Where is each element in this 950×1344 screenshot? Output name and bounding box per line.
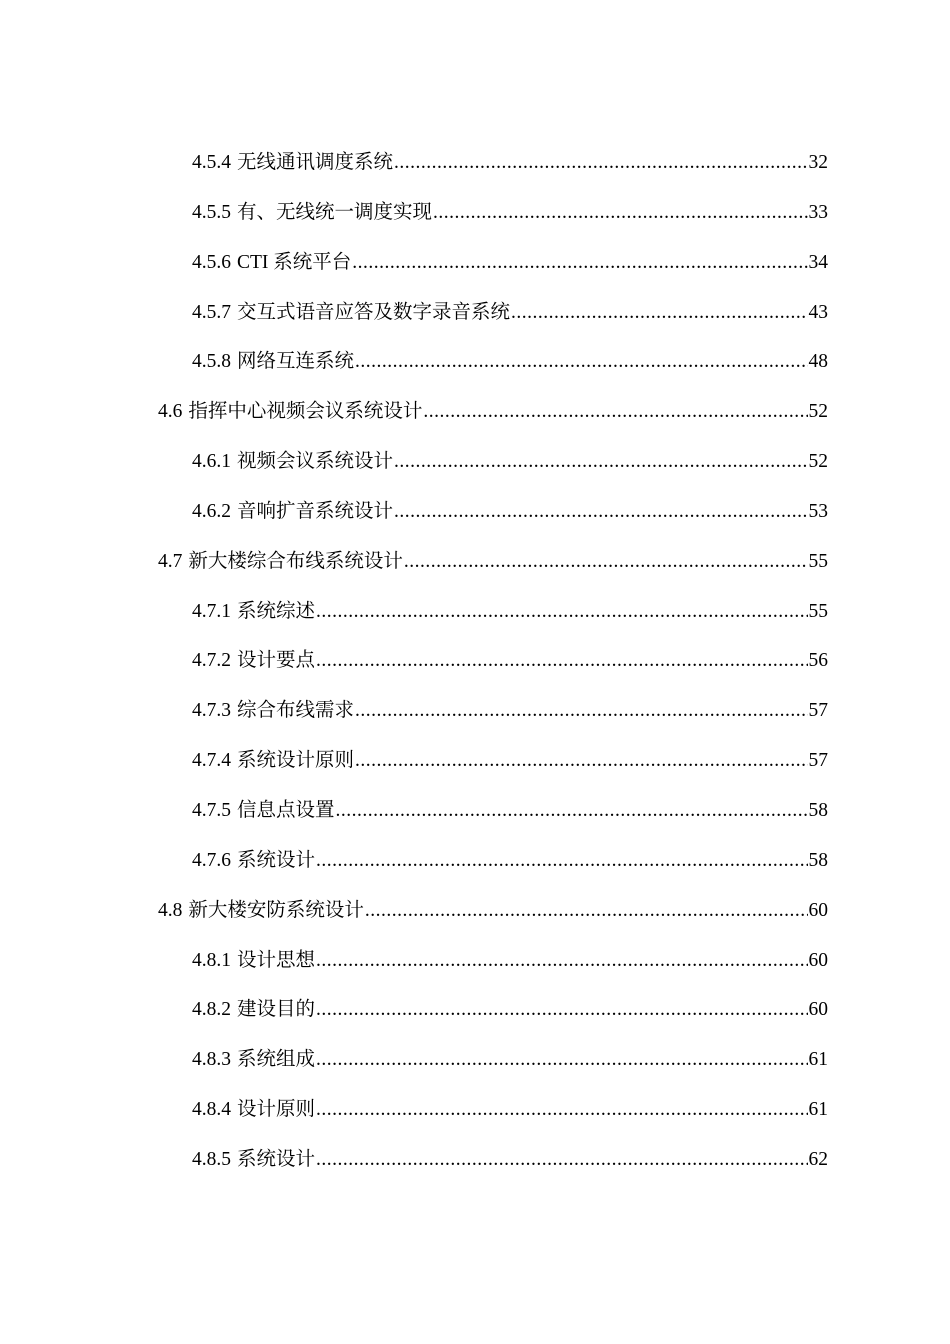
- toc-dot-leader: [404, 537, 808, 587]
- toc-dot-leader: [316, 985, 807, 1035]
- toc-entry-title: 建设目的: [237, 999, 316, 1021]
- toc-dot-leader: [316, 836, 807, 886]
- toc-entry-title: 系统设计原则: [237, 750, 355, 772]
- toc-entry-page: 48: [808, 351, 828, 373]
- toc-entry-page: 56: [808, 650, 828, 672]
- toc-entry-page: 32: [808, 152, 828, 173]
- toc-entry[interactable]: [0, 686, 950, 736]
- toc-entry-page: 57: [808, 700, 828, 722]
- toc-entry-title: 系统设计: [237, 1148, 316, 1170]
- toc-entry-page: 60: [808, 949, 828, 971]
- toc-entry-title: 交互式语音应答及数字录音系统: [237, 301, 511, 323]
- toc-entry-page: 58: [808, 849, 828, 871]
- toc-entry-page: 52: [808, 451, 828, 473]
- table-of-contents: [0, 138, 950, 1185]
- toc-entry-title: 设计思想: [237, 949, 316, 971]
- toc-entry-number: 4.7.6: [192, 849, 231, 871]
- toc-entry-number: 4.7.1: [192, 600, 231, 622]
- toc-dot-leader: [394, 487, 807, 537]
- toc-entry-page: 33: [808, 201, 828, 223]
- toc-entry[interactable]: [0, 985, 950, 1035]
- toc-entry-page: 61: [808, 1099, 828, 1121]
- toc-entry-title: 设计要点: [237, 650, 316, 672]
- toc-entry-page: 60: [808, 899, 828, 921]
- toc-dot-leader: [316, 636, 807, 686]
- toc-dot-leader: [316, 1035, 807, 1085]
- toc-entry-number: 4.7.4: [192, 750, 231, 772]
- toc-entry-number: 4.7.5: [192, 799, 231, 821]
- toc-entry-page: 43: [808, 301, 828, 323]
- toc-entry[interactable]: [0, 1035, 950, 1085]
- toc-entry-title: 新大楼综合布线系统设计: [188, 550, 403, 572]
- toc-entry-page: 55: [808, 600, 828, 622]
- toc-dot-leader: [394, 138, 807, 188]
- toc-entry-number: 4.6: [158, 401, 183, 423]
- toc-dot-leader: [336, 786, 808, 836]
- toc-entry-page: 55: [808, 550, 828, 572]
- toc-entry-title: CTI 系统平台: [237, 251, 352, 273]
- toc-entry[interactable]: [0, 138, 950, 188]
- toc-dot-leader: [352, 238, 807, 288]
- toc-entry-page: 34: [808, 251, 828, 273]
- toc-entry[interactable]: [0, 337, 950, 387]
- toc-entry[interactable]: [0, 936, 950, 986]
- toc-entry-title: 无线通讯调度系统: [237, 152, 394, 173]
- toc-entry[interactable]: [0, 537, 950, 587]
- toc-entry-title: 有、无线统一调度实现: [237, 201, 433, 223]
- toc-entry-page: 52: [808, 401, 828, 423]
- toc-entry-title: 网络互连系统: [237, 351, 355, 373]
- toc-dot-leader: [355, 337, 807, 387]
- toc-entry-page: 57: [808, 750, 828, 772]
- toc-dot-leader: [394, 437, 807, 487]
- toc-entry-title: 音响扩音系统设计: [237, 500, 394, 522]
- toc-entry-number: 4.6.2: [192, 500, 231, 522]
- toc-entry[interactable]: [0, 886, 950, 936]
- toc-entry-number: 4.7.3: [192, 700, 231, 722]
- toc-entry-title: 指挥中心视频会议系统设计: [188, 401, 423, 423]
- toc-entry[interactable]: [0, 786, 950, 836]
- toc-entry-number: 4.5.7: [192, 301, 231, 323]
- toc-entry-number: 4.8.1: [192, 949, 231, 971]
- toc-entry-page: 60: [808, 999, 828, 1021]
- toc-dot-leader: [355, 686, 807, 736]
- toc-entry[interactable]: [0, 1135, 950, 1185]
- toc-entry[interactable]: [0, 1085, 950, 1135]
- toc-entry-title: 设计原则: [237, 1099, 316, 1121]
- toc-dot-leader: [511, 288, 807, 338]
- toc-dot-leader: [423, 387, 807, 437]
- toc-dot-leader: [316, 587, 807, 637]
- toc-entry-number: 4.5.5: [192, 201, 231, 223]
- toc-entry-number: 4.5.4: [192, 152, 231, 173]
- toc-entry-title: 系统组成: [237, 1049, 316, 1071]
- toc-dot-leader: [433, 188, 807, 238]
- toc-entry-number: 4.5.8: [192, 351, 231, 373]
- toc-entry-number: 4.7: [158, 550, 183, 572]
- toc-entry-number: 4.8.4: [192, 1099, 231, 1121]
- toc-entry[interactable]: [0, 587, 950, 637]
- toc-entry-number: 4.8.2: [192, 999, 231, 1021]
- toc-entry-title: 综合布线需求: [237, 700, 355, 722]
- toc-entry-number: 4.8.5: [192, 1148, 231, 1170]
- toc-entry-number: 4.7.2: [192, 650, 231, 672]
- toc-entry-number: 4.6.1: [192, 451, 231, 473]
- toc-entry-number: 4.5.6: [192, 251, 231, 273]
- toc-entry-number: 4.8: [158, 899, 183, 921]
- toc-entry[interactable]: [0, 238, 950, 288]
- toc-entry-page: 61: [808, 1049, 828, 1071]
- toc-dot-leader: [316, 1135, 807, 1185]
- toc-entry[interactable]: [0, 188, 950, 238]
- toc-entry[interactable]: [0, 387, 950, 437]
- toc-entry-title: 系统综述: [237, 600, 316, 622]
- toc-entry-title: 信息点设置: [237, 799, 335, 821]
- toc-dot-leader: [316, 936, 807, 986]
- toc-entry-title: 新大楼安防系统设计: [188, 899, 364, 921]
- toc-dot-leader: [365, 886, 808, 936]
- toc-entry[interactable]: [0, 636, 950, 686]
- toc-entry-page: 58: [808, 799, 828, 821]
- toc-entry[interactable]: [0, 736, 950, 786]
- toc-entry-title: 视频会议系统设计: [237, 451, 394, 473]
- toc-entry[interactable]: [0, 288, 950, 338]
- toc-entry[interactable]: [0, 836, 950, 886]
- toc-dot-leader: [316, 1085, 807, 1135]
- toc-entry[interactable]: [0, 437, 950, 487]
- toc-entry-number: 4.8.3: [192, 1049, 231, 1071]
- toc-dot-leader: [355, 736, 807, 786]
- toc-entry-page: 62: [808, 1148, 828, 1170]
- toc-entry[interactable]: [0, 487, 950, 537]
- toc-entry-page: 53: [808, 500, 828, 522]
- toc-entry-title: 系统设计: [237, 849, 316, 871]
